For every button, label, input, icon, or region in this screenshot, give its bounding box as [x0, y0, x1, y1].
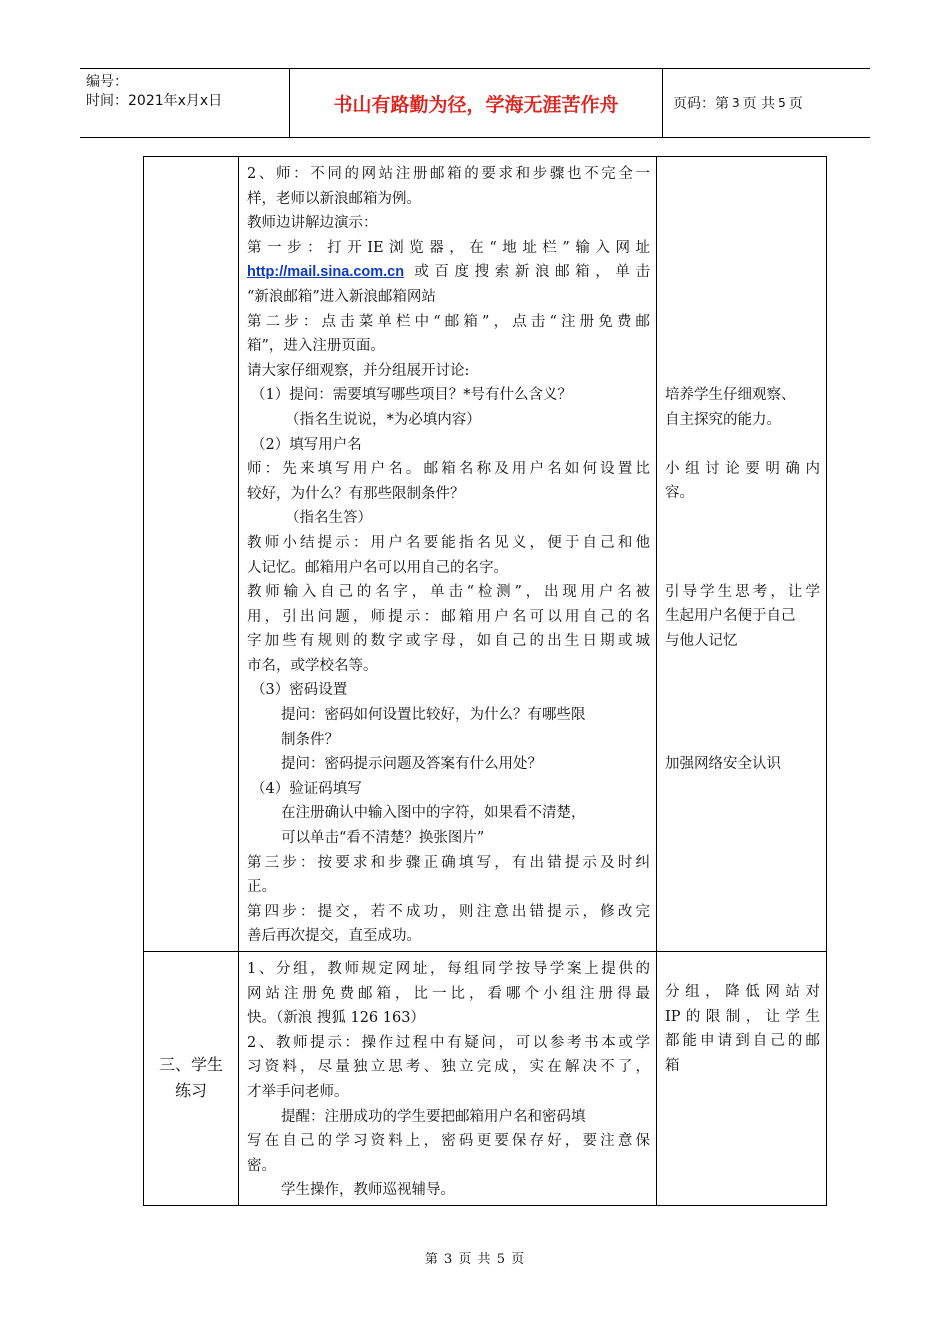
table-row — [144, 952, 827, 1206]
text-line: （指名生说说，*为必填内容） — [285, 411, 481, 428]
page-suffix: 页 — [788, 96, 803, 112]
notes-cell — [657, 952, 827, 1206]
text-line: 快。（新浪 搜狐 126 163） — [247, 1010, 425, 1027]
page-current: 3 — [732, 96, 740, 110]
note-line: 分组，降低网站对 — [665, 984, 820, 1000]
stage-label: 三、学生 — [158, 1055, 223, 1075]
text-line: 箱”，进入注册页面。 — [247, 338, 385, 355]
text-line: 1、分组，教师规定网址，每组同学按导学案上提供的 — [247, 961, 650, 977]
lesson-plan-table — [143, 156, 827, 1206]
text-line: 教师输入自己的名字，单击“检测”，出现用户名被 — [247, 584, 650, 601]
text-line: 2、师：不同的网站注册邮箱的要求和步骤也不完全一 — [247, 166, 650, 182]
stage-cell — [144, 952, 239, 1206]
text-line: 提问：密码如何设置比较好，为什么？有哪些限 — [281, 707, 586, 724]
stage-cell-empty — [144, 157, 239, 952]
link-after-text: 或百度搜索新浪邮箱，单击 — [404, 264, 650, 281]
text-line: （1）提问：需要填写哪些项目？*号有什么含义？ — [251, 387, 572, 404]
note-line: 都能申请到自己的邮 — [665, 1033, 820, 1050]
table-row — [144, 157, 827, 952]
page-footer: 第 3 页 共 5 页 — [424, 1252, 526, 1267]
note-line: 培养学生仔细观察、 — [665, 387, 796, 403]
text-line: 可以单击“看不清楚？换张图片” — [281, 830, 485, 847]
text-line: 在注册确认中输入图中的字符，如果看不清楚， — [281, 805, 586, 822]
text-line: 教师小结提示：用户名要能指名见义，便于自己和他 — [247, 534, 650, 551]
text-line: 较好，为什么？有那些限制条件？ — [247, 485, 465, 502]
note-line: 生起用户名便于自己 — [665, 608, 796, 625]
activity-cell — [239, 157, 657, 952]
note-line: 小组讨论要明确内 — [665, 460, 820, 477]
text-line: 提醒：注册成功的学生要把邮箱用户名和密码填 — [281, 1108, 586, 1125]
code-label: 编号： — [86, 74, 128, 90]
text-line: “新浪邮箱”进入新浪邮箱网站 — [247, 288, 436, 305]
note-line: IP的限制，让学生 — [665, 1008, 820, 1025]
text-line: 字加些有规则的数字或字母，如自己的出生日期或城 — [247, 633, 650, 650]
header-page-number — [663, 69, 870, 137]
text-line: 制条件？ — [281, 731, 339, 748]
text-line: 请大家仔细观察，并分组展开讨论: — [247, 362, 470, 379]
text-line: 习资料，尽量独立思考、独立完成，实在解决不了， — [247, 1059, 650, 1076]
note-line: 箱 — [665, 1057, 680, 1074]
notes-cell — [657, 157, 827, 952]
note-line: 与他人记忆 — [665, 632, 738, 649]
note-line: 加强网络安全认识 — [665, 755, 781, 772]
link-line — [247, 260, 650, 285]
text-line: 密。 — [247, 1157, 276, 1174]
text-line: 人记忆。邮箱用户名可以用自己的名字。 — [247, 559, 508, 576]
text-line: 用，引出问题，师提示：邮箱用户名可以用自己的名 — [247, 608, 650, 625]
text-line: 市名，或学校名等。 — [247, 657, 378, 674]
text-line: 学生操作，教师巡视辅导。 — [281, 1182, 455, 1199]
text-line: 2、教师提示：操作过程中有疑问，可以参考书本或学 — [247, 1034, 650, 1051]
text-line: 第四步：提交，若不成功，则注意出错提示，修改完 — [247, 903, 650, 920]
text-line: （4）验证码填写 — [251, 780, 362, 797]
activity-cell — [239, 952, 657, 1206]
time-label: 时间：2021年x月x日 — [86, 93, 223, 109]
text-line: 教师边讲解边演示： — [247, 215, 378, 232]
text-line: 提问：密码提示问题及答案有什么用处？ — [281, 756, 542, 773]
page-prefix: 页码：第 — [673, 96, 729, 112]
stage-label: 练习 — [174, 1081, 207, 1101]
page-total: 5 — [778, 96, 786, 110]
text-line: 写在自己的学习资料上，密码更要保存好，要注意保 — [247, 1133, 650, 1150]
text-line: 第二步：点击菜单栏中“邮箱”，点击“注册免费邮 — [247, 313, 650, 330]
text-line: 正。 — [247, 879, 276, 896]
header-motto: 书山有路勤为径，学海无涯苦作舟 — [290, 69, 663, 137]
note-line: 引导学生思考，让学 — [665, 583, 820, 600]
text-line: 网站注册免费邮箱，比一比，看哪个小组注册得最 — [247, 985, 650, 1002]
text-line: 样，老师以新浪邮箱为例。 — [247, 190, 421, 207]
page-header — [80, 68, 870, 138]
text-line: 才举手问老师。 — [247, 1083, 349, 1100]
text-line: 师：先来填写用户名。邮箱名称及用户名如何设置比 — [247, 461, 650, 478]
text-line: （2）填写用户名 — [251, 436, 362, 453]
note-line: 自主探究的能力。 — [665, 411, 781, 428]
header-meta — [80, 69, 290, 137]
page-mid: 页 共 — [742, 96, 776, 112]
text-line: 第一步：打开IE浏览器，在“地址栏”输入网址 — [247, 239, 650, 256]
sina-mail-link[interactable]: http://mail.sina.com.cn — [247, 264, 405, 281]
text-line: （3）密码设置 — [251, 682, 348, 699]
text-line: 第三步：按要求和步骤正确填写，有出错提示及时纠 — [247, 854, 650, 871]
note-line: 容。 — [665, 485, 694, 502]
text-line: （指名生答） — [285, 510, 372, 527]
text-line: 善后再次提交，直至成功。 — [247, 928, 421, 945]
